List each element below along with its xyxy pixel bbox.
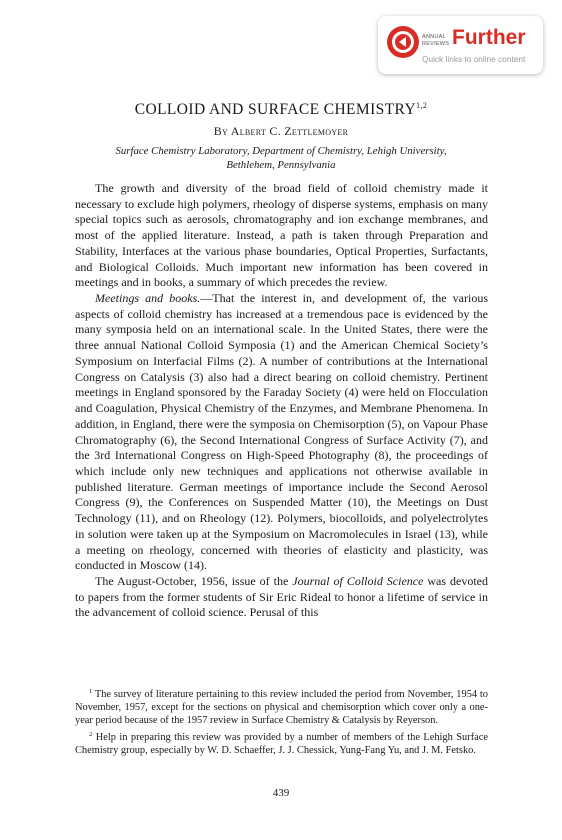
title-footnote-ref[interactable]: 1,2 [416,101,428,110]
author-line: By Albert C. Zettlemoyer [213,124,349,138]
badge-annual-line: ANNUAL [422,34,446,40]
footnote-1 [75,685,488,728]
paragraph-journal-after: was devoted to papers from the former students of Sir Eric Rideal to honor a lifetime of service in the advancement of colloid science. Perusal of this [75,573,489,620]
paragraph-meetings [75,291,488,574]
article-title [0,97,562,119]
paragraph-meetings-text: —That the interest in, and development of, the various aspects of colloid chemistry has increased at a tremendous pace is evidenced by the many symposia held on an international scale. In the United States, there were the three annual National Colloid Symposia (1) and the American Chemical Society’s Symposium on Interfacial Films (2). A number of contributions at the International Congress on Catalysis (3) also had a direct bearing on colloid chemistry. Pertinent meetings in England sponsored by the Faraday Society (4) were held on Flocculation and Coagulation, Physical Chemistry of the Enzymes, and Membrane Phenomena. In addition, in England, there were the symposia on Chemisorption (5), on Vapour Phase Chromatography (6), the Second International Congress of Surface Activity (7), and the 3rd International Congress on High-Speed Photography (8), the proceedings of which include only new techniques and applications not otherwise available in published literature. German meetings of importance include the Second Aerosol Congress (9), the Conferences on Suspended Matter (10), the Meetings on Dust Technology (11), and on Rheology (12). Polymers, biocolloids, and polyelectrolytes in solution were taken up at the Symposium on Macromolecules in Israel (13), while a meeting on rheology, concerned with theories of elasticity and plasticity, was conducted in Moscow (14). [75,291,489,573]
badge-title: Further [452,26,526,49]
badge-subtitle: Quick links to online content [422,54,526,64]
footnote-2-mark: 2 [89,730,93,738]
page-number: 439 [272,787,290,799]
affiliation-line-2: Bethlehem, Pennsylvania [226,159,336,171]
footnote-2-text: Help in preparing this review was provided by a number of members of the Lehigh Surface Chemistry group, especially by W. D. Schaeffer, J. J. Chessick, Yung-Fang Yu, and J. M. Fetsko. [75,731,488,756]
affiliation-line-1: Surface Chemistry Laboratory, Department of Chemistry, Lehigh University, [115,145,447,157]
badge-reviews-line: REVIEWS [422,40,450,47]
affiliation [90,144,472,172]
article-title-text: COLLOID AND SURFACE CHEMISTRY [134,101,417,118]
paragraph-journal [75,574,488,621]
article-body [75,181,488,621]
badge-publisher [422,34,449,47]
footnote-1-mark: 1 [89,688,93,695]
paragraph-journal-before: The August-October, 1956, issue of the [95,573,293,588]
paragraph-intro: The growth and diversity of the broad field of colloid chemistry made it necessary to exclude high polymers, rheology of disperse systems, emphasis on many special topics such as aerosols, chromatography and ion exchange membranes, and most of the applied literature. Instead, a path is taken through Preparation and Stability, Interfaces at the various phase boundaries, Optical Properties, Surfactants, and Biological Colloids. Much important new information has been covered in meetings and in books, a summary of which precedes the review. [75,181,488,290]
footnotes [75,685,488,757]
play-circle-icon [387,26,419,58]
footnote-2 [75,728,488,757]
section-heading-meetings: Meetings and books. [95,291,201,306]
journal-name: Journal of Colloid Science [292,573,424,588]
footnote-1-text: The survey of literature pertaining to this review included the period from November, 1954 to November, 1957, except for the sections on physical and chemisorption which cover only a one-year period because of the 1957 review in Surface Chemistry & Catalysis by Reyerson. [75,689,488,727]
further-badge[interactable] [378,16,543,74]
